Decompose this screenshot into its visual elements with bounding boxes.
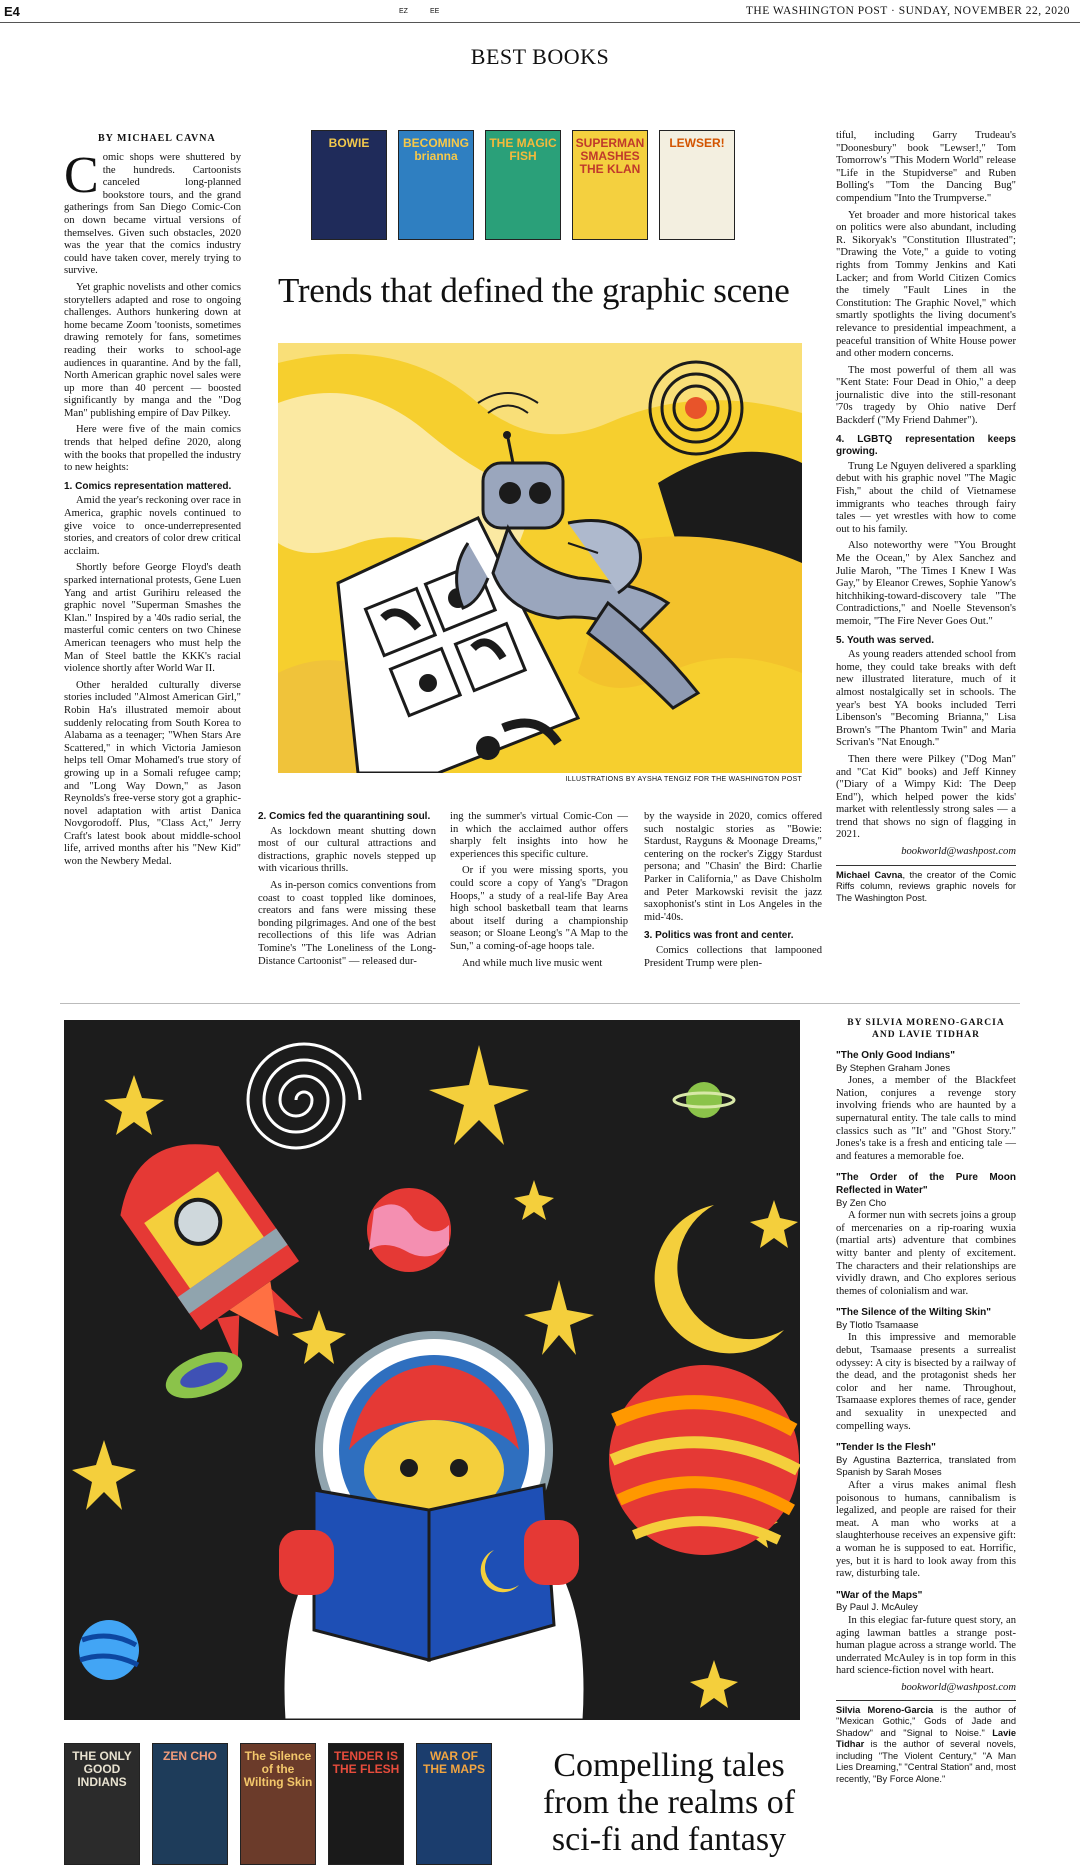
astronaut-reading-illustration (64, 1020, 800, 1720)
review-body: Jones, a member of the Blackfeet Nation, conjures a revenge story involving friends who are haunted by a supernatural entity. The tale calls to mind classics such as "It" and "Ghost Story." Jones's take is a fresh and enticing tale — and features a memorable foe. (836, 1075, 1016, 1162)
book-cover-title: THE MAGIC FISH (489, 136, 557, 163)
review-author: By Paul J. McAuley (836, 1602, 918, 1614)
edition-code: EZ (399, 8, 408, 15)
book-cover (485, 130, 561, 240)
review-body: After a virus makes animal flesh poisonous to humans, cannibalism is legalized, and people are raised for their meat. A man who works at a slaughterhouse receives an expensive gift: a woman he is supposed to eat. Horrific, yes, but it is hard to look away from this raw, disturbing tale. (836, 1480, 1016, 1580)
book-cover-title: BOWIE (328, 136, 370, 150)
article-column-4: by the wayside in 2020, comics offered such nostalgic stories as "Bowie: Stardust, Rayguns & Moonage Dreams," centering on the rocker's Ziggy Stardust persona; and "Chasin' the Bird: Charlie Parker in California," as Dave Chisholm and Peter Markowski revisit the jazz saxophonist's stint in Los Angeles in the mid-'40s. 3. Politics was front and center. Comics collections that lampooned President Trump were plen- (644, 811, 822, 969)
bottom-headline: Compelling tales from the realms of sci-fi and fantasy (542, 1747, 796, 1858)
review-author: By Stephen Graham Jones (836, 1062, 951, 1074)
book-cover-title: TENDER IS THE FLESH (332, 1749, 400, 1776)
author-email: bookworld@washpost.com (901, 1681, 1016, 1693)
book-cover (64, 1743, 140, 1865)
book-cover-title: ZEN CHO (163, 1749, 217, 1763)
review-title: "The Order of the Pure Moon Reflected in Water" (836, 1172, 1016, 1196)
byline: BY SILVIA MORENO-GARCIA AND LAVIE TIDHAR (847, 1018, 1005, 1040)
author-bio: Silvia Moreno-Garcia is the author of "Mexican Gothic," Gods of Jade and Shadow" and "Signal to Noise." Lavie Tidhar is the author of several novels, including "The Violent Century," "A Man Lies Dreaming," "Central Station" and, most recently, "By Force Alone." (836, 1700, 1016, 1786)
byline: BY MICHAEL CAVNA (98, 133, 216, 144)
trend-heading: 2. Comics fed the quarantining soul. (258, 811, 431, 822)
illustration-credit: ILLUSTRATIONS BY AYSHA TENGIZ FOR THE WASHINGTON POST (565, 776, 802, 783)
trend-heading: 4. LGBTQ representation keeps growing. (836, 433, 1016, 458)
book-cover (416, 1743, 492, 1865)
review-title: "Tender Is the Flesh" (836, 1442, 936, 1454)
book-cover (398, 130, 474, 240)
page-number: E4 (4, 4, 20, 19)
book-cover-title: THE ONLY GOOD INDIANS (72, 1749, 132, 1789)
article-column-5: tiful, including Garry Trudeau's "Doonesbury" book "Lewser!," Tom Tomorrow's "This Modern World" release "Life in the Stupidverse" and Ruben Bolling's "Tom the Dancing Bug" compendium "Into the Trumpverse." Yet broader and more historical takes on politics were also abundant, including R. Sikoryak's "Constitution Illustrated"; "Drawing the Vote," a guide to voting rights from Tommy Jenkins and Kati Lacker; and from World Citizen Comics the timely "Fault Lines in the Constitution: The Graphic Novel," which smartly spotlights the living document's relevance to presidential impeachment, a peaceful transition of White House power and other modern concerns. The most powerful of them all was "Kent State: Four Dead in Ohio," a deep journalistic dive into the still-resonant '70s tragedy by Ohio native Derf Backderf ("My Friend Dahmer"). 4. LGBTQ representation keeps growing. Trung Le Nguyen delivered a sparkling debut with his graphic novel "The Magic Fish," about the child of Vietnamese immigrants who teaches through fairy tales — yet wrestles with how to come out to his family. Also noteworthy were "You Brought Me the Ocean," by Alex Sanchez and Julie Maroh, "The Times I Knew I Was Gay," by Eleanor Crewes, Sophie Yanow's hitchhiking-toward-discovery tale "The Contradictions," and Noelle Stevenson's memoir, "The Fire Never Goes Out." 5. Youth was served. As young readers attended school from home, they could take breaks with deft new illustrated literature, much of it almost nostalgically set in schools. The year's best YA books included Terri Libenson's "Becoming Brianna," Lisa Brown's "The Phantom Twin" and Maria Scrivan's "Nat Enough." Then there were Pilkey ("Dog Man" and "Cat Kid" books) and Jeff Kinney ("Diary of a Wimpy Kid: The Deep End"), which helped power the kids' market with relentlessly strong sales — a trend that shows no sign of flagging in 2021. bookworld@washpost.com Michael Cavna, the creator of the Comic Riffs column, reviews graphic novels for The Washington Post. (836, 130, 1016, 903)
section-title: BEST BOOKS (470, 44, 610, 69)
trend-heading: 5. Youth was served. (836, 634, 935, 646)
author-bio: Michael Cavna, the creator of the Comic Riffs column, reviews graphic novels for The Washington Post. (836, 865, 1016, 905)
book-cover (240, 1743, 316, 1865)
edition-code-2: EE (430, 8, 440, 15)
section-divider (60, 1003, 1020, 1004)
author-email: bookworld@washpost.com (901, 846, 1016, 858)
review-body: In this impressive and memorable debut, Tsamaase presents a surrealist odyssey: A city is bisected by a railway of the dead, and the protagonist sheds her color and her name. Throughout, Tsamaase explores themes of race, gender and sexuality in unexpected and compelling ways. (836, 1332, 1016, 1432)
trend-heading: 3. Politics was front and center. (644, 930, 794, 942)
review-title: "The Silence of the Wilting Skin" (836, 1307, 991, 1319)
book-cover (152, 1743, 228, 1865)
article-column-3: ing the summer's virtual Comic-Con — in which the acclaimed author offers sharply felt insights into how he experiences this specific culture. Or if you were missing sports, you could score a copy of Yang's "Dragon Hoops," a study of a real-life Bay Area high school basketball team that learns about itself during a championship season; or Sloane Leong's "A Map to the Sun," a coming-of-age hoops tale. And while much live music went (450, 811, 628, 969)
book-cover (659, 130, 735, 240)
book-cover (328, 1743, 404, 1865)
book-cover (311, 130, 387, 240)
robot-reading-illustration (278, 343, 802, 773)
masthead-rule (0, 22, 1080, 23)
headline: Trends that defined the graphic scene (278, 271, 790, 310)
review-body: A former nun with secrets joins a group of mercenaries on a rip-roaring wuxia (martial arts) adventure that combines witty banter and plenty of excitement. The characters and their relationships are vividly drawn, and Cho explores serious themes of colonialism and war. (836, 1210, 1016, 1297)
book-cover-title: BECOMING brianna (403, 136, 469, 163)
review-title: "War of the Maps" (836, 1589, 923, 1601)
book-cover-title: The Silence of the Wilting Skin (243, 1749, 313, 1789)
review-author: By Agustina Bazterrica, translated from Spanish by Sarah Moses (836, 1454, 1016, 1479)
book-cover-title: LEWSER! (669, 136, 725, 150)
review-title: "The Only Good Indians" (836, 1050, 955, 1061)
trend-heading: 1. Comics representation mattered. (64, 480, 232, 492)
review-author: By Tlotlo Tsamaase (836, 1319, 919, 1331)
paper-dateline: THE WASHINGTON POST · SUNDAY, NOVEMBER 22, 2020 (745, 5, 1070, 17)
book-cover-title: SUPERMAN SMASHES THE KLAN (575, 136, 645, 176)
book-cover (572, 130, 648, 240)
drop-cap: C (64, 147, 99, 204)
review-body: In this elegiac far-future quest story, an aging lawman battles a strange post-human plague across a strange world. The underrated McAuley is in top form in this hard science-fiction novel with heart. (836, 1614, 1016, 1677)
review-author: By Zen Cho (836, 1197, 887, 1209)
article-column-2: 2. Comics fed the quarantining soul. As lockdown meant shutting down most of our cultural attractions and distractions, graphic novels stepped up with vicarious thrills. As in-person comics conventions from coast to coast toppled like dominoes, creators and fans were missing these bonding pilgrimages. And one of the best recollections of this life was Adrian Tomine's "The Loneliness of the Long-Distance Cartoonist" — released dur- (258, 811, 436, 967)
article-column-1: Comic shops were shuttered by the hundreds. Cartoonists canceled long-planned bookstore tours, and the grand gatherings from San Diego Comic-Con on down became virtual versions of themselves. Given such obstacles, 2020 was the year that the comics industry could have taken cover, merely trying to survive. Yet graphic novelists and other comics storytellers adapted and rose to ongoing challenges. Authors hunkering down at home became Zoom 'toonists, sometimes drawing remotely for fans, sometimes reading their works to school-age audiences in quarantine. And by the fall, North American graphic novel sales were up more than 40 percent — boosted significantly by manga and the "Dog Man" publishing empire of Dav Pilkey. Here were five of the main comics trends that helped define 2020, along with the books that propelled the industry to new heights: 1. Comics representation mattered. Amid the year's reckoning over race in America, graphic novels continued to give voice to once-underrepresented stories, and creators of color drew critical acclaim. Shortly before George Floyd's death sparked international protests, Gene Luen Yang and artist Gurihiru released the graphic novel "Superman Smashes the Klan." Inspired by a '40s radio serial, the masterful comic centers on two Chinese American teenagers who must help the Man of Steel battle the KKK's racial violence shortly after World War II. Other heralded culturally diverse stories included "Almost American Girl," Robin Ha's illustrated memoir about suddenly relocating from South Korea to Alabama as a teenager; "When Stars Are Scattered," in which Victoria Jamieson helps tell Omar Mohamed's true story of growing up in a Somali refugee camp; and "Long Way Down," as Jason Reynolds's free-verse story got a graphic-novel adaptation with artist Danica Novgorodoff. Plus, "Class Act," Jerry Craft's latest book about middle-school life, arrived months after his "New Kid" won the Newbery Medal. (64, 147, 241, 868)
reviews-column (836, 1017, 1016, 1785)
book-cover-title: WAR OF THE MAPS (422, 1749, 485, 1776)
